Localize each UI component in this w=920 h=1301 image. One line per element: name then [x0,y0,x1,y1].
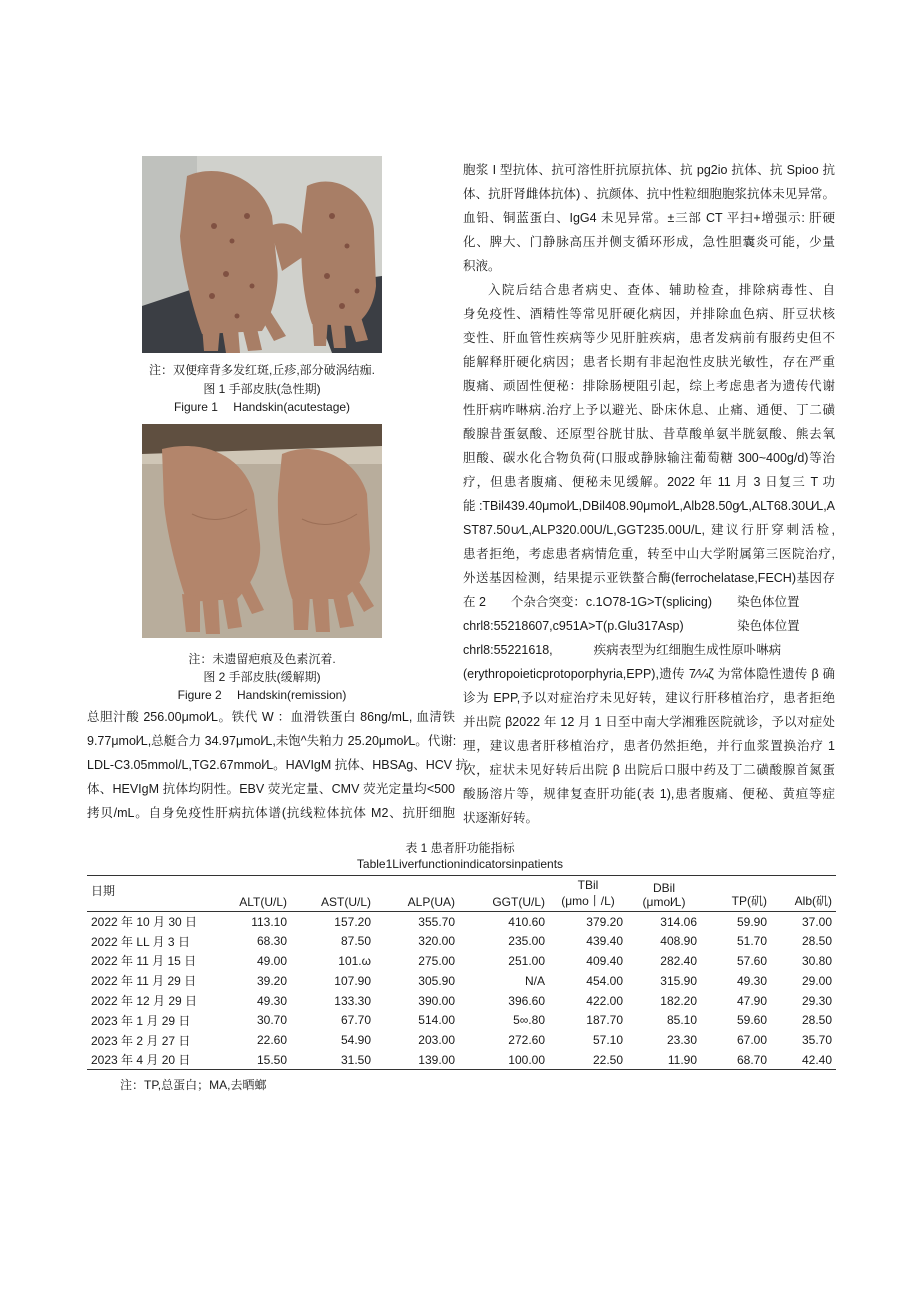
table-cell: 5∞.80 [513,1013,545,1028]
column-header-alb: Alb(矶) [794,894,832,908]
paragraph-2 [463,278,835,830]
table-cell: 51.70 [736,934,767,949]
left-column-text [87,705,469,825]
table-row [87,951,836,971]
column-header-tbil-name: TBil [577,878,599,892]
table-cell: 87.50 [340,934,371,949]
table-row [87,1030,836,1050]
table-row [87,912,836,932]
table-cell: 85.10 [666,1013,697,1028]
table-cell: 113.10 [251,914,287,929]
text-line: 疗，但患者腹痛、便秘未见缓解。2022 年 11 月 3 日复三 T 功 [463,475,835,489]
table-cell: 22.50 [592,1052,623,1067]
table-cell: 42.40 [801,1052,832,1067]
text-line: chrl8:55218607,c951A>T(p.Glu317Asp) 染色体位置 [463,619,800,633]
table-cell: 2023 年 1 月 29 日 [91,1013,191,1028]
column-header-alp: ALP(UA) [407,895,455,909]
paragraph-1 [463,158,835,278]
table-cell: 22.60 [256,1033,287,1048]
column-header-tbil-unit: (μmo丨/L) [561,894,615,908]
table-cell: 59.60 [736,1013,767,1028]
table-cell: 29.30 [801,993,832,1008]
table-cell: 101.ω [338,953,371,968]
table-cell: 15.50 [256,1052,287,1067]
table-row [87,971,836,991]
column-header-tbil [549,876,627,912]
table-cell: 133.30 [334,993,371,1008]
text-line: 状逐渐好转。 [463,811,539,825]
table-note: 注：TP,总蛋白；MA,去晒螂 [120,1078,267,1092]
text-line: 化、脾大、门静脉高压并侧支循环形成，急性胆囊炎可能，少量 [463,235,835,249]
text-line: 能解释肝硬化病因；患者长期有非起泡性皮肤光敏性，存在严重 [463,355,835,369]
text-line: 酸肠溶片等，规律复查肝功能(表 1),患者腹痛、便秘、黄疸等症 [463,787,835,801]
table-cell: 67.70 [340,1013,371,1028]
figure-2-title-cn: 图 2 手部皮肤(缓解期) [203,670,321,684]
table-cell: 49.30 [736,973,767,988]
table-cell: 139.00 [418,1052,455,1067]
table-cell: 2023 年 4 月 20 日 [91,1053,191,1068]
text-line: 体、抗肝肾雌体抗体) 、抗颜体、抗中性粒细胞胞浆抗体未见异常。 [463,187,835,201]
table-cell: 355.70 [418,914,455,929]
column-header-dbil [627,876,701,912]
figure-1-title-en: Figure 1 Handskin(acutestage) [173,400,351,414]
table-cell: 67.00 [736,1033,767,1048]
text-line: 理，建议患者肝移植治疗，患者仍然拒绝，并行血浆置换治疗 1 [463,739,835,753]
table-cell: 2022 年 10 月 30 日 [91,915,198,930]
text-line: 性肝病咋啉病.治疗上予以避光、卧床休息、止痛、通便、丁二磺 [463,403,835,417]
figure-2-photo [142,424,382,638]
table-cell: 35.70 [801,1033,832,1048]
text-line: 并出院 β2022 年 12 月 1 日至中南大学湘雅医院就诊，予以对症处 [463,715,835,729]
column-header-dbil-unit: (μmol∕L) [642,895,686,909]
text-line: 拷贝/mL。自身免疫性肝病抗体谱(抗线粒体抗体 M2、抗肝细胞 [87,806,455,820]
figure-1-note: 注：双便痒背多发红斑,丘疹,部分破涡结痂. [148,363,375,377]
table-cell: 57.10 [592,1033,623,1048]
table-cell: 31.50 [340,1052,371,1067]
table-cell: 396.60 [508,993,545,1008]
text-line: ST87.50∪∕L,ALP320.00U/L,GGT235.00U/L, 建议行肝穿刺活检, [463,523,835,537]
table-row [87,991,836,1011]
column-header-dbil-name: DBil [652,881,675,895]
column-header-tp: TP(矶) [731,894,767,908]
column-header-ast: AST(U/L) [320,895,371,909]
table-cell: 30.70 [256,1013,287,1028]
table-row [87,1050,836,1070]
text-line: 积液。 [463,259,501,273]
text-line: 患者拒绝，考虑患者病情危重，转至中山大学附属第三医院治疗, [463,547,835,561]
text-line: 次，症状未见好转后出院 β 出院后口服中药及丁二磺酸腺首氮蛋 [463,763,835,777]
table-cell: 28.50 [801,1013,832,1028]
table-cell: 2022 年 LL 月 3 日 [91,934,190,949]
table-cell: 68.70 [736,1052,767,1067]
table-cell: 57.60 [736,953,767,968]
table-cell: 59.90 [736,914,767,929]
figure-2-title-en: Figure 2 Handskin(remission) [177,688,347,702]
table-cell: 11.90 [667,1052,697,1067]
figure-1-photo [142,156,382,353]
table-cell: 315.90 [660,973,697,988]
text-line: 能:TBil439.40μmol∕L,DBil408.90μmol∕L,Alb28.50g∕L,ALT68.30U∕L,A [463,499,835,513]
text-line: 诊为 EPP,予以对症治疗未见好转，建议行肝移植治疗，患者拒绝 [463,691,835,705]
column-header-alt: ALT(U/L) [239,895,287,909]
table-title-cn: 表 1 患者肝功能指标 [405,841,515,855]
table-cell: 454.00 [586,973,623,988]
table-row [87,1010,836,1030]
table-header-row [87,876,836,912]
table-cell: 275.00 [418,953,455,968]
figure-2-note: 注：未遗留疤痕及色素沉着. [188,652,336,666]
table-row [87,931,836,951]
table-cell: 49.30 [256,993,287,1008]
right-column-text [463,158,835,830]
table-cell: 37.00 [801,914,832,929]
table-cell: 29.00 [801,973,832,988]
text-line: 胆酸、碳水化合物负荷(口服或静脉输注葡萄糖 300~400g/d)等治 [463,451,835,465]
table-cell: 2022 年 11 月 29 日 [91,974,197,989]
table-cell: 23.30 [666,1033,697,1048]
figure-1-title-cn: 图 1 手部皮肤(急性期) [203,382,321,396]
table-cell: 28.50 [801,934,832,949]
text-line: 在 2 个杂合突变：c.1O78-1G>T(splicing) 染色体位置 [463,595,800,609]
text-line: 总胆汁酸 256.00μmol∕L。铁代 W ：血滑铁蛋白 86ng/mL, 血清铁 [87,710,455,724]
table-cell: 39.20 [256,973,287,988]
table-cell: 305.90 [418,973,455,988]
table-cell: 379.20 [586,914,623,929]
table-cell: 187.70 [586,1013,623,1028]
table-cell: 203.00 [418,1033,455,1048]
table-cell: 235.00 [508,934,545,949]
table-cell: 410.60 [508,914,545,929]
table-cell: 422.00 [586,993,623,1008]
column-header-date: 日期 [91,884,116,898]
table-cell: 272.60 [508,1033,545,1048]
text-line: 血铅、铜蓝蛋白、IgG4 未见异常。±三部 CT 平扫+增强示: 肝硬 [463,211,835,225]
table-cell: 2022 年 11 月 15 日 [91,954,197,969]
table-cell: 47.90 [736,993,767,1008]
table-cell: 408.90 [660,934,697,949]
text-line: 体、HEVIgM 抗体均阴性。EBV 荧光定量、CMV 荧光定量均<500 [87,782,455,796]
liver-function-table [87,875,836,1070]
text-line: chrl8:55221618, 疾病表型为红细胞生成性原卟啉病 [463,643,782,657]
table-cell: 390.00 [418,993,455,1008]
table-cell: 2022 年 12 月 29 日 [91,994,198,1009]
table-cell: 320.00 [418,934,455,949]
column-header-ggt: GGT(U/L) [492,895,545,909]
table-cell: 182.20 [660,993,697,1008]
table-cell: 30.80 [801,953,832,968]
table-cell: 409.40 [586,953,623,968]
table-cell: 49.00 [256,953,287,968]
text-line: 9.77μmol∕L,总艇合力 34.97μmol∕L,未饱^失粕力 25.20μmol∕L。代谢: [87,734,457,748]
table-cell: 107.90 [334,973,371,988]
table-cell: N/A [524,973,545,988]
text-line: 胞浆 I 型抗体、抗可溶性肝抗原抗体、抗 pg2io 抗体、抗 Spioo 抗 [463,163,835,177]
text-line: LDL-C3.05mmol/L,TG2.67mmol∕L。HAVIgM 抗体、HBSAg、HCV 抗 [87,758,469,772]
table-cell: 514.00 [418,1013,455,1028]
text-line: (erythropoieticprotoporphyria,EPP),遗传 7∕¼ζ 为常体隐性遗传 β 确 [463,667,835,681]
table-cell: 54.90 [340,1033,371,1048]
text-line: 身免疫性、酒精性等常见肝硬化病因，并排除血色病、肝豆状核 [463,307,835,321]
text-line: 变性、肝血管性疾病等少见肝脏疾病，患者发病前有服药史但不 [463,331,835,345]
text-line: 酸腺昔蛋氨酸、还原型谷胱甘肽、昔草酸单氨半胱氨酸、熊去氧 [463,427,835,441]
table-cell: 157.20 [334,914,371,929]
table-cell: 251.00 [508,953,545,968]
text-line: 外送基因检测，结果提示亚铁螯合酶(ferrochelatase,FECH)基因存 [463,571,835,585]
table-cell: 2023 年 2 月 27 日 [91,1033,191,1048]
table-cell: 439.40 [586,934,623,949]
table-cell: 68.30 [256,934,287,949]
table-cell: 314.06 [660,914,697,929]
text-line: 腹痛、顽固性便秘：排除肠梗阻引起，综上考虑患者为遗传代谢 [463,379,835,393]
table-cell: 282.40 [660,953,697,968]
table-cell: 100.00 [508,1052,545,1067]
table-title-en: Table1Liverfunctionindicatorsinpatients [356,857,564,871]
text-line: 入院后结合患者病史、查体、辅助检查，排除病毒性、自 [488,283,835,297]
